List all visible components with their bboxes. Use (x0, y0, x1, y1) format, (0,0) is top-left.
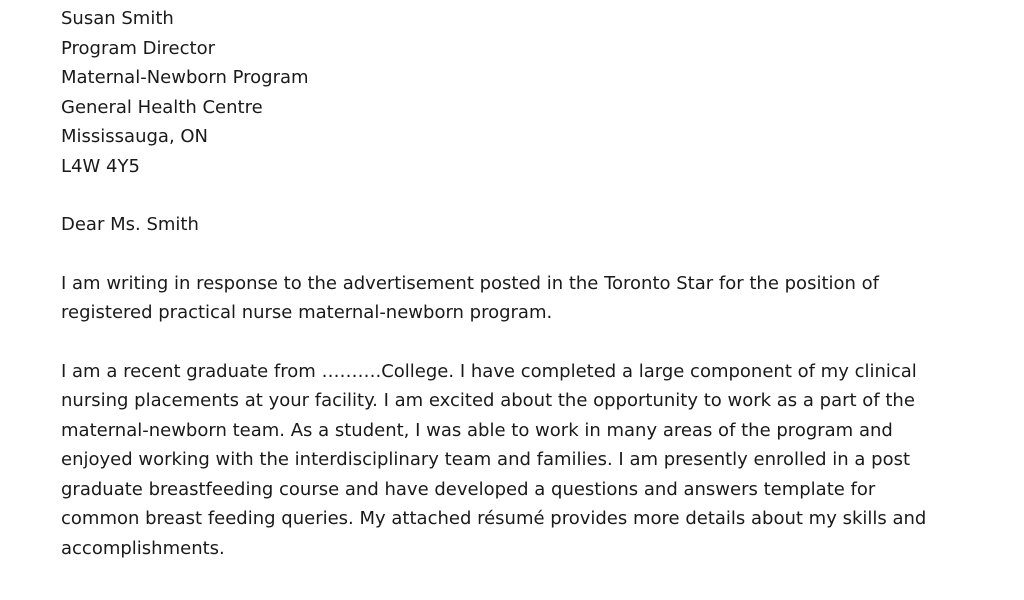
spacer (61, 328, 961, 357)
spacer (61, 181, 961, 210)
recipient-name: Susan Smith (61, 8, 174, 29)
recipient-postal-code: L4W 4Y5 (61, 155, 140, 177)
paragraph-line: accomplishments. (61, 537, 225, 559)
paragraph-2 (61, 357, 961, 564)
spacer (61, 240, 961, 269)
recipient-title: Program Director (61, 37, 215, 59)
recipient-city: Mississauga, ON (61, 126, 209, 147)
paragraph-1 (61, 269, 961, 328)
paragraph-line: registered practical nurse maternal-newborn program. (61, 302, 553, 323)
paragraph-line: enjoyed working with the interdisciplinary team and families. I am presently enrolled in a post (61, 449, 911, 470)
paragraph-line: I am writing in response to the advertisement posted in the Toronto Star for the position of (61, 272, 879, 294)
letter-body (61, 4, 961, 563)
paragraph-line: I am a recent graduate from ……….College. I have completed a large component of my clinical (61, 360, 917, 382)
paragraph-line: common breast feeding queries. My attached résumé provides more details about my skills and (61, 508, 927, 529)
recipient-department: Maternal-Newborn Program (61, 67, 309, 88)
recipient-organization: General Health Centre (61, 96, 263, 118)
salutation: Dear Ms. Smith (61, 214, 199, 235)
paragraph-line: nursing placements at your facility. I am excited about the opportunity to work as a part of the (61, 390, 915, 411)
recipient-address (61, 4, 961, 181)
paragraph-line: graduate breastfeeding course and have developed a questions and answers template for (61, 478, 876, 500)
paragraph-line: maternal-newborn team. As a student, I was able to work in many areas of the program and (61, 419, 893, 441)
